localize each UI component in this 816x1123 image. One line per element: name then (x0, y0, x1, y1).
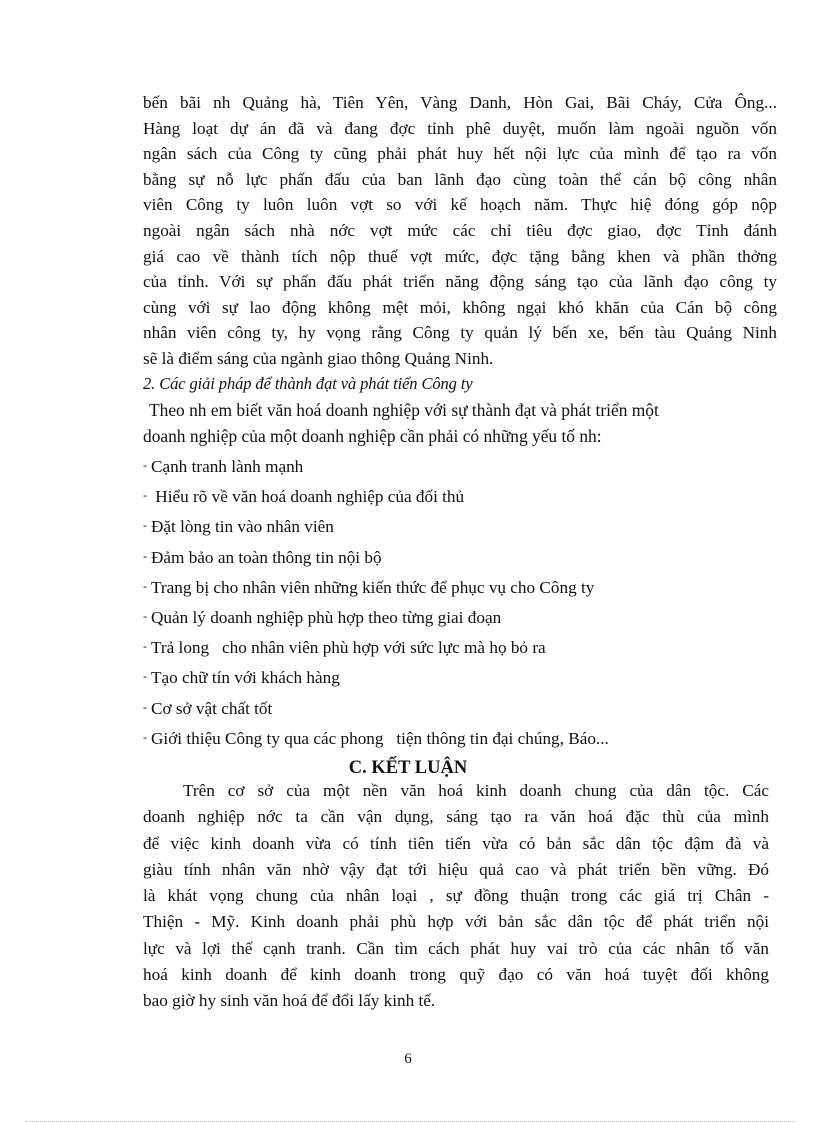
page-bottom-dotted-line (25, 1121, 795, 1122)
list-item-text: Cơ sở vật chất tốt (151, 698, 273, 718)
list-item (143, 545, 783, 575)
text-line: là khát vọng chung của nhân loại , sự đồng thuận trong các giá trị Chân - (143, 886, 769, 906)
dash-bullet: - (143, 699, 147, 714)
dash-bullet: - (143, 488, 147, 503)
text-line: Thiện - Mỹ. Kinh doanh phải phù hợp với bản sắc dân tộc để phát triển nội (143, 912, 769, 932)
list-item (143, 726, 783, 756)
list-item (143, 575, 783, 605)
list-item-text: Trang bị cho nhân viên những kiến thức để phục vụ cho Công ty (151, 577, 595, 597)
list-item (143, 696, 783, 726)
list-item-text: Hiểu rõ về văn hoá doanh nghiệp của đối thủ (151, 487, 465, 507)
page-number: 6 (404, 1051, 412, 1067)
list-item (143, 454, 783, 484)
dash-bullet: - (143, 458, 147, 472)
dash-bullet: - (143, 669, 147, 684)
section-heading: 2. Các giải pháp để thành đạt và phát tiển Công ty (143, 374, 473, 393)
text-line: giàu tính nhân văn nhờ vậy đạt tới hiệu quả cao và phát triển bền vững. Đó (143, 859, 769, 879)
text-line: nhân viên công ty, hy vọng rằng Công ty quản lý bến xe, bến tàu Quảng Ninh (143, 323, 777, 343)
dash-bullet: - (143, 578, 147, 593)
conclusion-paragraph (143, 778, 769, 1015)
list-item-text: Đặt lòng tin vào nhân viên (151, 517, 334, 537)
text-line: bao giờ hy sinh văn hoá để đổi lấy kinh tế. (143, 991, 436, 1011)
dash-bullet: - (143, 729, 147, 744)
text-line: Trên cơ sở của một nền văn hoá kinh doanh chung của dân tộc. Các (183, 781, 769, 800)
list-item-text: Trả long cho nhân viên phù hợp với sức lực mà họ bỏ ra (151, 638, 546, 658)
text-line: bến bãi nh Quảng hà, Tiên Yên, Vàng Danh, Hòn Gai, Bãi Cháy, Cửa Ông... (143, 93, 777, 112)
text-line: bằng sự nỗ lực phấn đấu của ban lãnh đạo cùng toàn thể cán bộ công nhân (143, 169, 777, 189)
text-line: cùng với sự lao động không mệt mỏi, không ngại khó khăn của Cán bộ công (143, 297, 777, 317)
text-line: doanh nghiệp nớc ta cần vận dụng, sáng tạo ra văn hoá đặc thù của mình (143, 807, 769, 827)
dash-bullet: - (143, 548, 147, 563)
text-line: ngoài ngân sách nhà nớc vợt mức các chỉ tiêu đợc giao, đợc Tỉnh đánh (143, 220, 777, 240)
list-item (143, 514, 783, 544)
text-line: sẽ là điểm sáng của ngành giao thông Quảng Ninh. (143, 348, 494, 368)
dash-bullet: - (143, 639, 147, 654)
text-line: doanh nghiệp của một doanh nghiệp cần phải có những yếu tố nh: (143, 425, 602, 446)
text-line: của tỉnh. Với sự phấn đấu phát triển năng động sáng tạo của lãnh đạo công ty (143, 272, 777, 292)
text-line: hoá kinh doanh để kinh doanh trong quỹ đạo có văn hoá tuyệt đối không (143, 965, 769, 985)
text-line: giá cao về thành tích nộp thuế vợt mức, đợc tặng bằng khen và phần thởng (143, 246, 777, 266)
text-line: Theo nh em biết văn hoá doanh nghiệp với sự thành đạt và phát triển một (149, 400, 659, 420)
text-line: Hàng loạt dự án đã và đang đợc tỉnh phê duyệt, muốn làm ngoài nguồn vốn (143, 118, 777, 138)
list-item-text: Quản lý doanh nghiệp phù hợp theo từng giai đoạn (151, 607, 502, 627)
conclusion-heading: C. KẾT LUẬN (348, 758, 468, 778)
solutions-intro (143, 398, 783, 449)
list-item-text: Cạnh tranh lành mạnh (151, 457, 304, 476)
solutions-list (143, 454, 783, 756)
list-item (143, 665, 783, 695)
text-line: để việc kinh doanh vừa có tính tiên tiến vừa có bản sắc dân tộc đậm đà và (143, 833, 769, 853)
text-line: viên Công ty luôn luôn vợt so với kế hoạch năm. Thực hiệ đóng góp nộp (143, 195, 777, 215)
list-item-text: Đảm bảo an toàn thông tin nội bộ (151, 547, 382, 567)
list-item-text: Giới thiệu Công ty qua các phong tiện thông tin đại chúng, Báo... (151, 728, 609, 748)
list-item-text: Tạo chữ tín với khách hàng (151, 668, 340, 688)
dash-bullet: - (143, 608, 147, 623)
text-line: ngân sách của Công ty cũng phải phát huy hết nội lực của mình để tạo ra vốn (143, 144, 777, 164)
list-item (143, 635, 783, 665)
dash-bullet: - (143, 518, 147, 533)
list-item (143, 484, 783, 514)
paragraph-company-development (143, 90, 777, 372)
text-line: lực và lợi thế cạnh tranh. Cần tìm cách phát huy vai trò của các nhân tố văn (143, 938, 769, 958)
list-item (143, 605, 783, 635)
